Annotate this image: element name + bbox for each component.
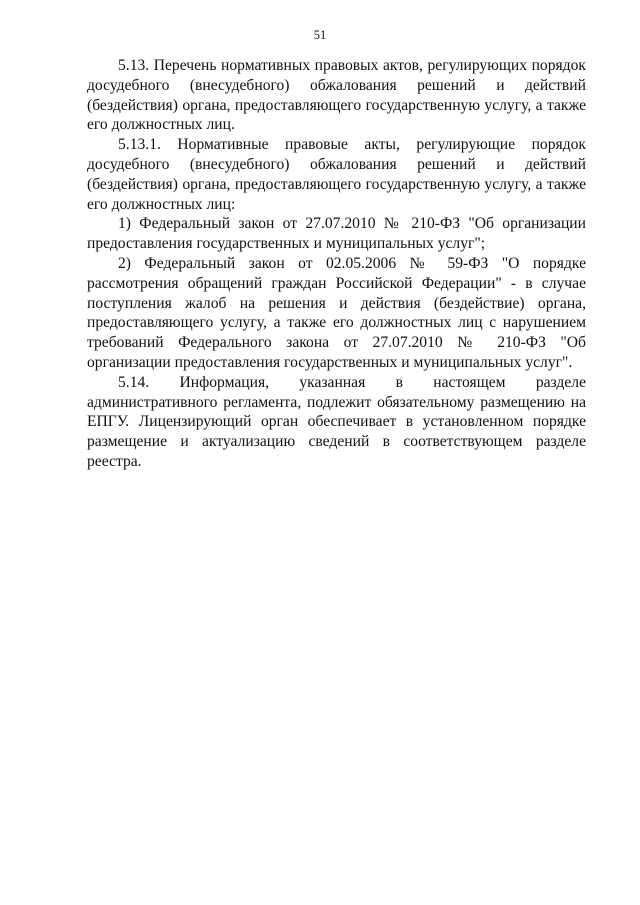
law-item-1: 1) Федеральный закон от 27.07.2010 № 210-ФЗ "Об организации предоставления государственных и муниципальных услуг";: [87, 215, 586, 253]
section-5-14-paragraph: 5.14. Информация, указанная в настоящем разделе административного регламента, подлежит обязательному размещению на ЕПГУ. Лицензирующий орган обеспечивает в установленном порядке размещение и актуализацию сведений в соответствующем разделе реестра.: [87, 373, 586, 470]
section-5-13-paragraph: 5.13. Перечень нормативных правовых актов, регулирующих порядок досудебного (внесудебного) обжалования решений и действий (бездействия) органа, предоставляющего государственную услугу, а также его должностных лиц.: [87, 57, 586, 134]
page-number: 51: [313, 28, 327, 42]
section-5-13-1-paragraph: 5.13.1. Нормативные правовые акты, регулирующие порядок досудебного (внесудебного) обжалования решений и действий (бездействия) органа, предоставляющего государственную услугу, а также его должностных лиц:: [87, 136, 586, 213]
law-item-2: 2) Федеральный закон от 02.05.2006 № 59-ФЗ "О порядке рассмотрения обращений граждан Российской Федерации" - в случае поступления жалоб на решения и действия (бездействие) органа, предоставляющего услугу, а также его должностных лиц с нарушением требований Федерального закона от 27.07.2010 № 210-ФЗ "Об организации предоставления государственных и муниципальных услуг".: [87, 254, 586, 371]
document-body: [87, 56, 586, 472]
